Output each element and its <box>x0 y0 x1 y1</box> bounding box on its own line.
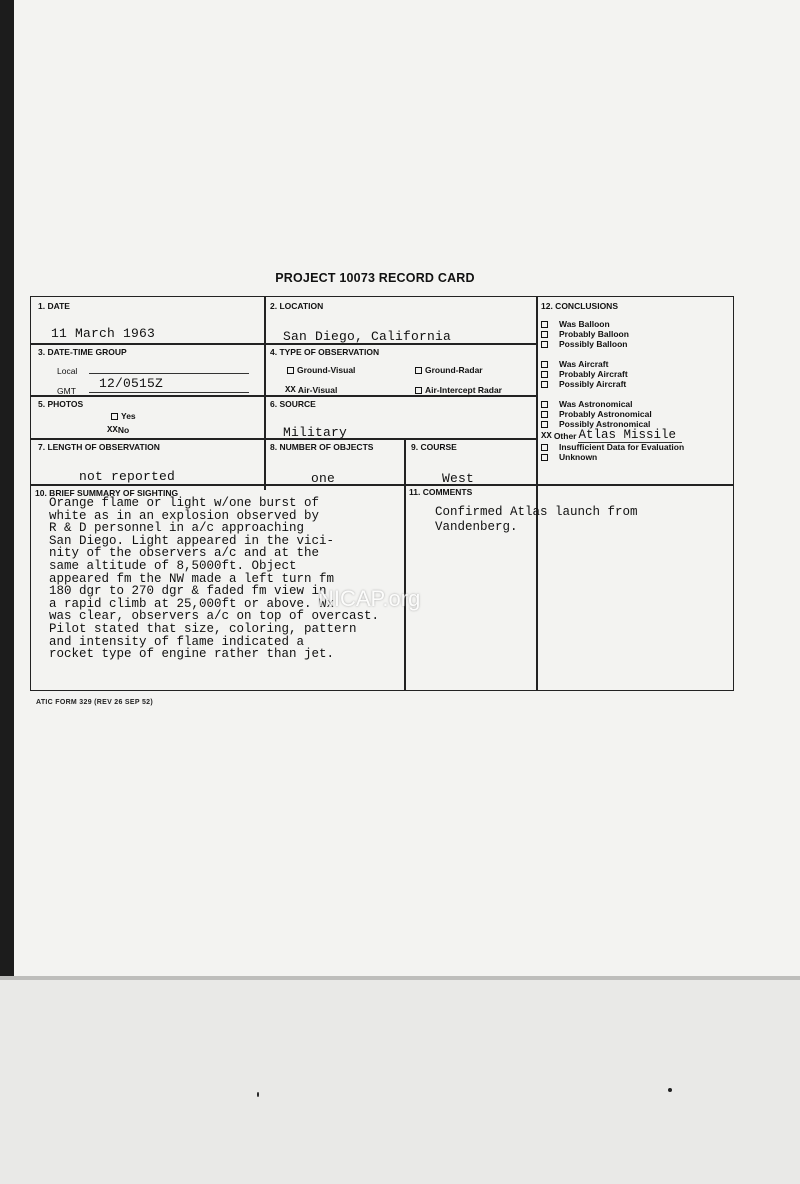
checkbox-icon <box>541 321 548 328</box>
ground-visual-option <box>287 365 355 375</box>
checkbox-icon <box>541 444 548 451</box>
photos-no-text: No <box>117 425 130 435</box>
dtg-local-line <box>89 373 249 374</box>
photos-no-option <box>107 425 129 435</box>
checkbox-icon <box>541 371 548 378</box>
dtg-gmt-value: 12/0515Z <box>99 376 164 391</box>
photos-yes-text: Yes <box>121 411 136 421</box>
location-label: 2. LOCATION <box>270 301 324 311</box>
conclusion-was-aircraft: Was Aircraft <box>541 359 731 369</box>
checkbox-icon <box>541 401 548 408</box>
course-value: West <box>442 471 475 486</box>
ground-visual-text: Ground-Visual <box>297 365 356 375</box>
ground-radar-checkbox <box>415 367 422 374</box>
speck-mark <box>668 1088 672 1092</box>
conclusion-possibly-astronomical: Possibly Astronomical <box>541 419 731 429</box>
photos-no-check-mark: XX <box>107 425 118 435</box>
ground-visual-checkbox <box>287 367 294 374</box>
card-title: PROJECT 10073 RECORD CARD <box>275 271 475 285</box>
record-card-form <box>30 296 734 691</box>
observation-type-label: 4. TYPE OF OBSERVATION <box>270 347 380 357</box>
conclusion-probably-balloon: Probably Balloon <box>541 329 731 339</box>
dtg-gmt-line <box>89 392 249 393</box>
dtg-gmt-label: GMT <box>57 386 76 396</box>
objects-value: one <box>311 471 336 486</box>
dtg-local-label: Local <box>57 366 78 376</box>
speck-mark <box>257 1092 259 1097</box>
rule-h-4 <box>31 484 734 486</box>
checkbox-icon <box>541 331 548 338</box>
conclusion-probably-aircraft: Probably Aircraft <box>541 369 731 379</box>
watermark: NICAP.org <box>318 586 421 611</box>
objects-label: 8. NUMBER OF OBJECTS <box>270 442 374 452</box>
checkbox-icon <box>541 381 548 388</box>
conclusion-possibly-aircraft: Possibly Aircraft <box>541 379 731 389</box>
conclusion-probably-astronomical: Probably Astronomical <box>541 409 731 419</box>
photos-yes-option <box>111 411 136 421</box>
conclusion-possibly-balloon: Possibly Balloon <box>541 339 731 349</box>
air-intercept-text: Air-Intercept Radar <box>425 385 502 395</box>
checkbox-icon <box>541 341 548 348</box>
photos-yes-checkbox <box>111 413 118 420</box>
photos-label: 5. PHOTOS <box>38 399 84 409</box>
checkbox-icon <box>541 454 548 461</box>
air-intercept-option <box>415 385 502 395</box>
source-label: 6. SOURCE <box>270 399 316 409</box>
form-identifier: ATIC FORM 329 (REV 26 SEP 52) <box>36 699 153 706</box>
conclusion-unknown: Unknown <box>541 452 731 462</box>
rule-h-2 <box>31 395 536 397</box>
length-label: 7. LENGTH OF OBSERVATION <box>38 442 160 452</box>
conclusion-was-astronomical: Was Astronomical <box>541 399 731 409</box>
rule-v-left <box>264 297 266 490</box>
conclusions-label: 12. CONCLUSIONS <box>541 301 618 311</box>
dtg-label: 3. DATE-TIME GROUP <box>38 347 127 357</box>
date-label: 1. DATE <box>38 301 70 311</box>
other-value: Atlas Missile <box>578 428 682 443</box>
checkbox-icon <box>541 421 548 428</box>
air-visual-option <box>285 385 337 395</box>
ground-radar-option <box>415 365 483 375</box>
comments-text: Confirmed Atlas launch from Vandenberg. <box>435 505 638 534</box>
comments-label: 11. COMMENTS <box>409 487 473 497</box>
length-value: not reported <box>79 469 176 484</box>
date-value: 11 March 1963 <box>51 326 156 341</box>
other-check-mark: XX <box>541 430 552 441</box>
other-label: Other <box>553 430 577 441</box>
summary-text: Orange flame or light w/one burst of white as in an explosion observed by R & D personnel in a/c approaching San Diego. Light appeared in the vici- nity of the observers a/c and at the same altitude of 8,5000ft. Object appeared fm the NW made a left turn fm 180 dgr to 270 dgr & faded fm view in a rapid climb at 25,000ft or above. Wx was clear, observers a/c on top of overcast. Pilot stated that size, coloring, pattern and intensity of flame indicated a rocket type of engine rather than jet. <box>49 496 380 662</box>
conclusions-list <box>541 319 731 462</box>
conclusion-other <box>541 429 731 442</box>
air-intercept-checkbox <box>415 387 422 394</box>
rule-v-conclusions <box>536 297 538 690</box>
conclusion-was-balloon: Was Balloon <box>541 319 731 329</box>
source-value: Military <box>283 425 348 440</box>
course-label: 9. COURSE <box>411 442 457 452</box>
checkbox-icon <box>541 361 548 368</box>
checkbox-icon <box>541 411 548 418</box>
location-value: San Diego, California <box>283 329 452 344</box>
air-visual-text: Air-Visual <box>297 385 338 395</box>
conclusion-insufficient-data: Insufficient Data for Evaluation <box>541 442 731 452</box>
ground-radar-text: Ground-Radar <box>425 365 483 375</box>
lower-sheet <box>0 980 800 1184</box>
air-visual-check-mark: XX <box>285 385 296 395</box>
summary-label: 10. BRIEF SUMMARY OF SIGHTING <box>35 488 179 498</box>
